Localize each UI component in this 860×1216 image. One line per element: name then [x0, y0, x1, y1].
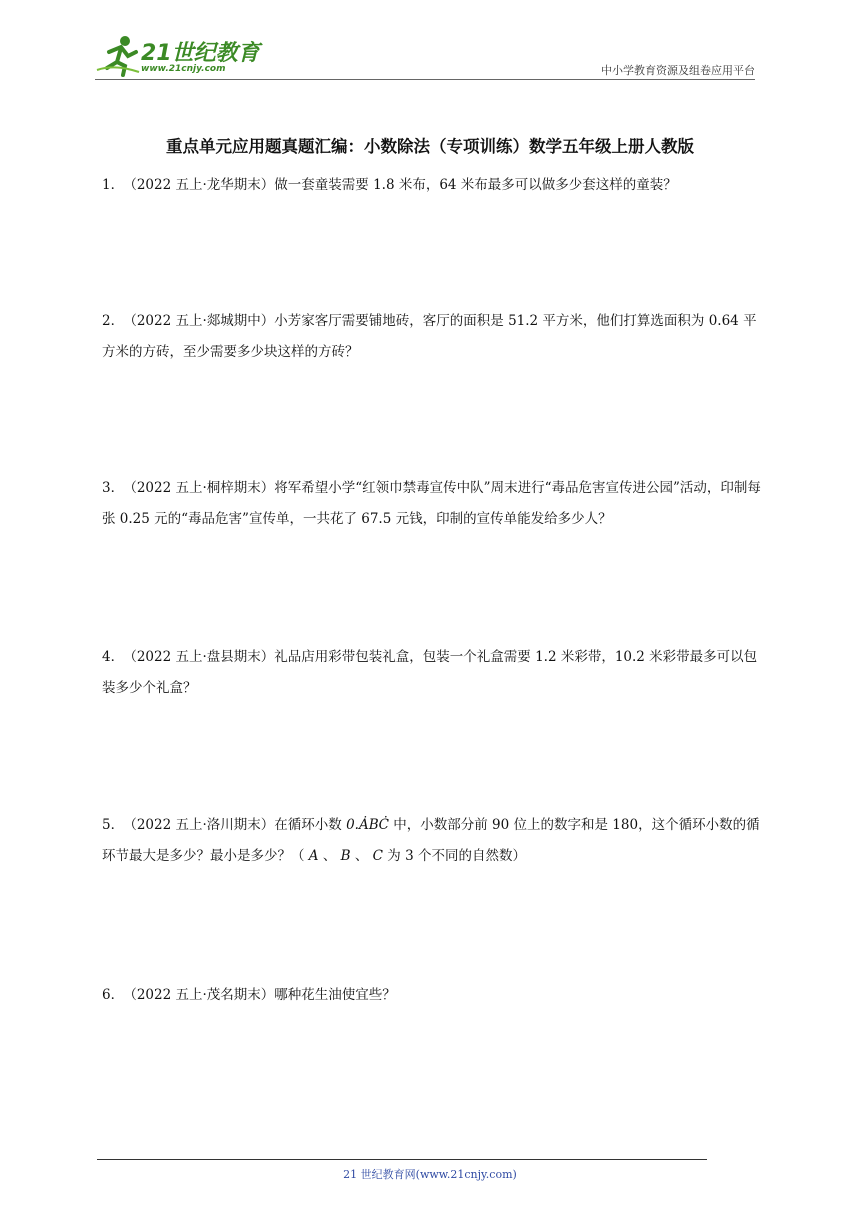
question-text: （2022 五上·郯城期中）小芳家客厅需要铺地砖，客厅的面积是 51.2 平方米，他们打算选面积为 0.64 平方米的方砖，至少需要多少块这样的方砖？ [102, 313, 757, 360]
logo-text: 21世纪教育 [141, 41, 260, 66]
question-6 [102, 980, 762, 1011]
page-header [95, 28, 755, 80]
question-text-part2: 中，小数部分前 90 位上的数字和是 180，这个循环小数的循环节最大是多少？最小是多少？（ [102, 817, 760, 864]
variable-c: C [372, 848, 383, 864]
question-3 [102, 473, 762, 535]
runner-logo-icon [95, 34, 141, 78]
question-4 [102, 642, 762, 704]
footer-text: 21 世纪教育网(www.21cnjy.com) [343, 1168, 517, 1181]
separator: 、 [350, 848, 373, 864]
question-1 [102, 170, 762, 201]
question-number: 5． [102, 817, 125, 833]
logo [95, 34, 265, 78]
logo-url: www.21cnjy.com [141, 64, 226, 74]
footer-divider [97, 1159, 707, 1160]
variable-a: A [308, 848, 319, 864]
variable-b: B [340, 848, 351, 864]
question-text: （2022 五上·茂名期末）哪种花生油使宜些？ [130, 987, 396, 1003]
platform-label: 中小学教育资源及组卷应用平台 [601, 64, 755, 77]
question-text: （2022 五上·桐梓期末）将军希望小学“红领巾禁毒宣传中队”周末进行“毒品危害宣传进公园”活动，印制每张 0.25 元的“毒品危害”宣传单，一共花了 67.5 元钱，印制的宣传单能发给多少人？ [102, 480, 761, 527]
question-2 [102, 306, 762, 368]
question-number: 2． [102, 313, 125, 329]
question-number: 3． [102, 480, 125, 496]
question-text-part1: （2022 五上·洛川期末）在循环小数 [130, 817, 347, 833]
document-title: 重点单元应用题真题汇编：小数除法（专项训练）数学五年级上册人教版 [166, 137, 694, 156]
repeating-decimal: 0.ȦBĊ [346, 817, 389, 833]
question-text: （2022 五上·龙华期末）做一套童装需要 1.8 米布，64 米布最多可以做多少套这样的童装？ [130, 177, 677, 193]
header-divider [95, 79, 755, 80]
question-text-part3: 为 3 个不同的自然数） [383, 848, 526, 864]
question-5 [102, 810, 762, 872]
question-number: 4． [102, 649, 125, 665]
question-text: （2022 五上·盘县期末）礼品店用彩带包装礼盒，包装一个礼盒需要 1.2 米彩带，10.2 米彩带最多可以包装多少个礼盒？ [102, 649, 758, 696]
question-number: 6． [102, 987, 125, 1003]
separator: 、 [318, 848, 341, 864]
question-number: 1． [102, 177, 125, 193]
